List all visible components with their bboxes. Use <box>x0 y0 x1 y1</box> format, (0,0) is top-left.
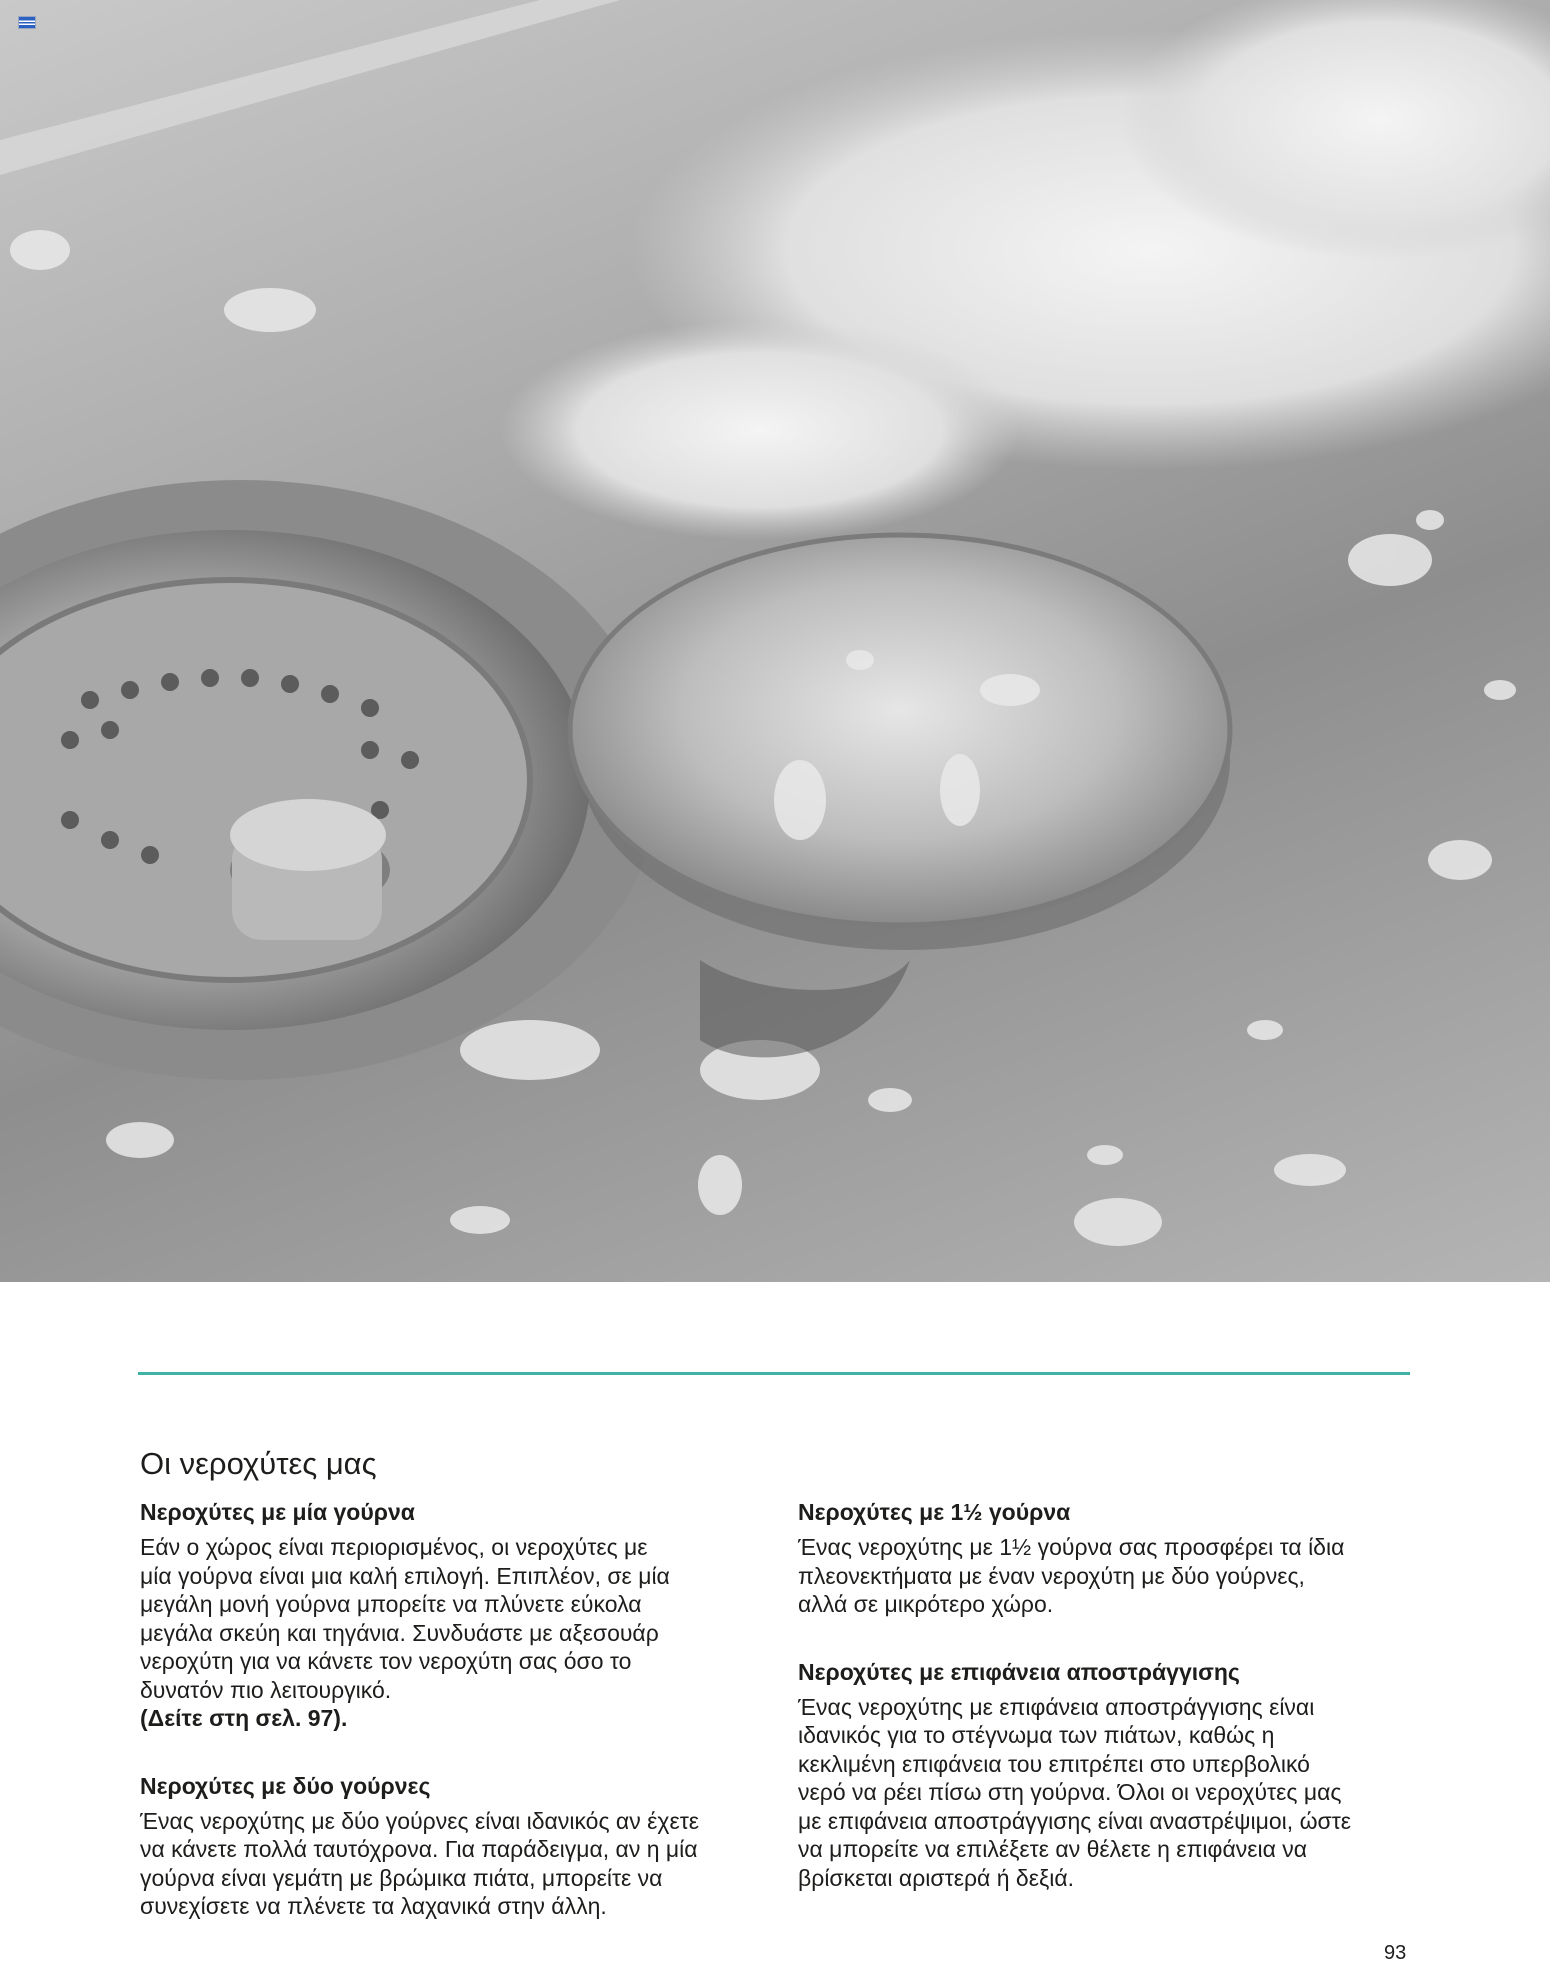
double-bowl-heading: Νεροχύτες με δύο γούρνες <box>140 1772 431 1799</box>
double-bowl-block <box>140 1769 770 1921</box>
section-divider <box>138 1372 1410 1375</box>
one-and-half-bowl-block <box>798 1495 1428 1619</box>
drainboard-text: Ένας νεροχύτης με επιφάνεια αποστράγγισης είναι ιδανικός για το στέγνωμα των πιάτων, καθώς η κεκλιμένη επιφάνεια του επιτρέπει στο υπερβολικό νερό να ρέει πίσω στη γούρνα. Όλοι οι νεροχύτες μας με επιφάνεια αποστράγγισης είναι αναστρέψιμοι, ώστε να μπορείτε να επιλέξετε αν θέλετε η επιφάνεια να βρίσκεται αριστερά ή δεξιά. <box>798 1693 1352 1891</box>
left-column <box>140 1495 770 1957</box>
section-title: Οι νεροχύτες μας <box>140 1446 377 1481</box>
page-number: 93 <box>1384 1942 1407 1964</box>
single-bowl-text: Εάν ο χώρος είναι περιορισμένος, οι νεροχύτες με μία γούρνα είναι μια καλή επιλογή. Επιπλέον, σε μία μεγάλη μονή γούρνα μπορείτε να πλύνετε εύκολα μεγάλα σκεύη και τηγάνια. Συνδυάστε με αξεσουάρ νεροχύτη για να κάνετε τον νεροχύτη σας όσο το δυνατόν πιο λειτουργικό. <box>140 1534 670 1703</box>
drainboard-heading: Νεροχύτες με επιφάνεια αποστράγγισης <box>798 1658 1240 1685</box>
one-and-half-bowl-text: Ένας νεροχύτης με 1½ γούρνα σας προσφέρει τα ίδια πλεονεκτήματα με έναν νεροχύτη με δύο γούρνες, αλλά σε μικρότερο χώρο. <box>798 1534 1345 1617</box>
right-column <box>798 1495 1428 1928</box>
double-bowl-text: Ένας νεροχύτης με δύο γούρνες είναι ιδανικός αν έχετε να κάνετε πολλά ταυτόχρονα. Για παράδειγμα, αν η μία γούρνα είναι γεμάτη με βρώμικα πιάτα, μπορείτε να συνεχίσετε να πλένετε τα λαχανικά στην άλλη. <box>140 1807 700 1919</box>
single-bowl-heading: Νεροχύτες με μία γούρνα <box>140 1499 415 1525</box>
single-bowl-block <box>140 1495 770 1733</box>
one-and-half-bowl-heading: Νεροχύτες με 1½ γούρνα <box>798 1499 1071 1525</box>
page-reference-link[interactable]: (Δείτε στη σελ. 97). <box>140 1705 348 1731</box>
flag-icon <box>18 16 36 29</box>
drainboard-block <box>798 1655 1428 1893</box>
